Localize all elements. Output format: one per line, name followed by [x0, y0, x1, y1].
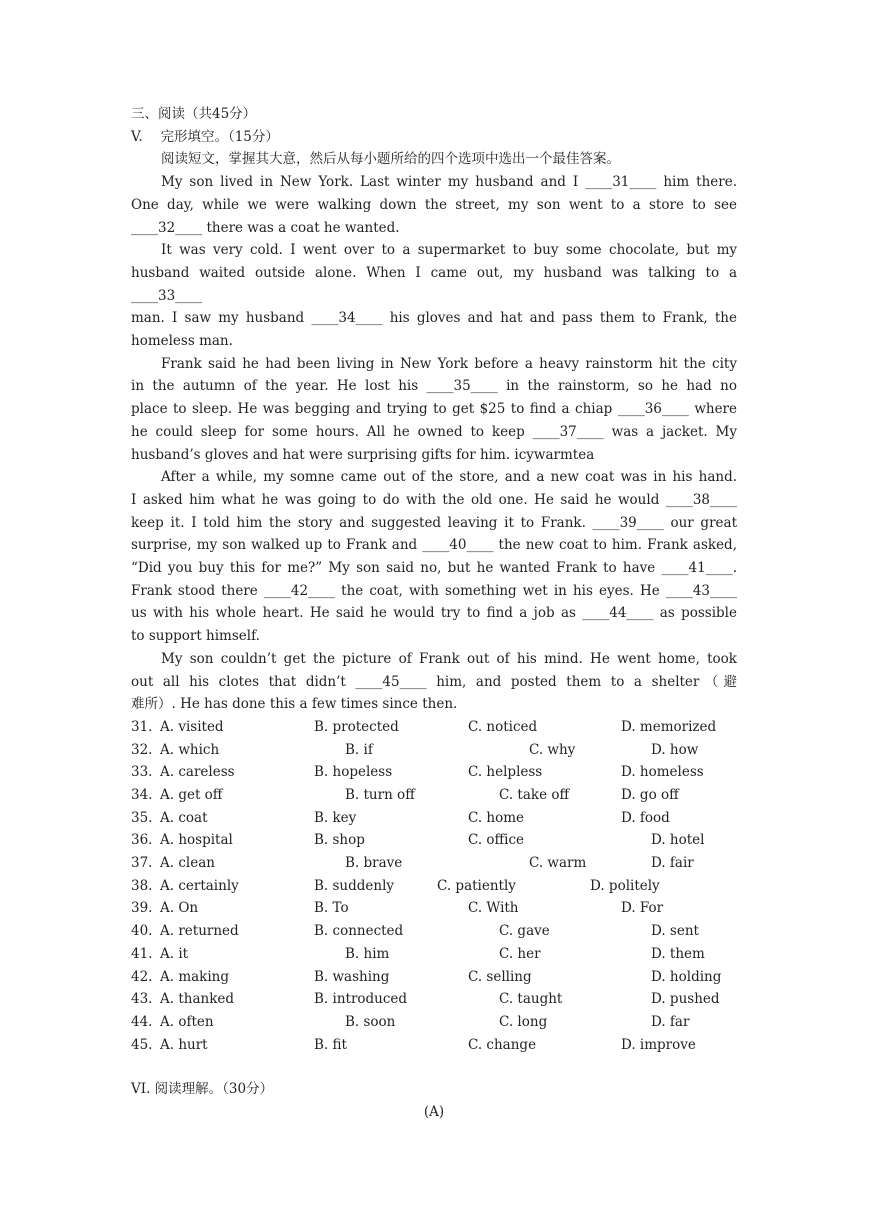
option-d: D. fair	[651, 855, 694, 872]
option-c: C. why	[529, 741, 576, 758]
part-v-heading: V. 完形填空。（15分）	[131, 128, 279, 145]
option-b: B. suddenly	[314, 877, 395, 894]
part-v-instruction: 阅读短文，掌握其大意，然后从每小题所给的四个选项中选出一个最佳答案。	[161, 151, 620, 168]
question-list	[131, 716, 737, 1056]
passage-line: ____32____ there was a coat he wanted.	[131, 219, 400, 236]
option-b: B. connected	[314, 923, 404, 940]
option-a: A. making	[160, 968, 230, 985]
question-row	[131, 852, 737, 875]
question-number: 33.	[131, 764, 153, 781]
passage-line: keep it. I told him the story and suggested leaving it to Frank. ____39____ our great	[131, 514, 737, 531]
passage-line: homeless man.	[131, 333, 233, 350]
passage-line: 难所）. He has done this a few times since then.	[131, 696, 458, 713]
option-d: D. how	[651, 741, 699, 758]
option-b: B. fit	[314, 1036, 347, 1053]
option-b: B. if	[345, 741, 373, 758]
question-row	[131, 716, 737, 739]
question-number: 42.	[131, 968, 153, 985]
question-row	[131, 829, 737, 852]
passage-line: After a while, my somne came out of the store, and a new coat was in his hand.	[161, 469, 737, 486]
option-c: C. change	[468, 1036, 537, 1053]
option-a: A. which	[160, 741, 220, 758]
passage-line: My son lived in New York. Last winter my husband and I ____31____ him there.	[161, 174, 737, 191]
passage-line: out all his clotes that didn’t ____45____ him, and posted them to a shelter（避	[131, 673, 737, 690]
option-b: B. soon	[345, 1013, 396, 1030]
option-c: C. office	[468, 832, 525, 849]
option-a: A. hurt	[160, 1036, 208, 1053]
option-c: C. noticed	[468, 718, 538, 735]
option-c: C. patiently	[437, 877, 516, 894]
question-number: 40.	[131, 923, 153, 940]
option-d: D. pushed	[651, 991, 720, 1008]
option-a: A. visited	[160, 718, 224, 735]
option-b: B. turn off	[345, 787, 415, 804]
passage-line: I asked him what he was going to do with the old one. He said he would ____38____	[131, 491, 737, 508]
question-row	[131, 739, 737, 762]
option-a: A. it	[160, 945, 189, 962]
passage-line: husband waited outside alone. When I came out, my husband was talking to a ____33____	[131, 264, 737, 304]
question-row	[131, 761, 737, 784]
option-b: B. him	[345, 945, 390, 962]
option-c: C. taught	[499, 991, 563, 1008]
passage-line: One day, while we were walking down the street, my son went to a store to see	[131, 196, 737, 213]
question-row	[131, 920, 737, 943]
option-b: B. protected	[314, 718, 399, 735]
option-c: C. her	[499, 945, 541, 962]
passage-line: us with his whole heart. He said he would try to find a job as ____44____ as possible	[131, 605, 737, 622]
passage-line: place to sleep. He was begging and trying to get $25 to find a chiap ____36____ where	[131, 401, 737, 418]
option-d: D. them	[651, 945, 705, 962]
option-d: D. sent	[651, 923, 699, 940]
part-vi-subheading: (A)	[423, 1104, 445, 1120]
option-b: B. To	[314, 900, 349, 917]
part-vi-heading: VI. 阅读理解。（30分）	[131, 1081, 274, 1098]
question-number: 43.	[131, 991, 153, 1008]
passage-line: Frank stood there ____42____ the coat, with something wet in his eyes. He ____43____	[131, 582, 737, 599]
passage-line: surprise, my son walked up to Frank and ____40____ the new coat to him. Frank asked,	[131, 537, 737, 554]
question-row	[131, 1034, 737, 1057]
option-c: C. take off	[499, 787, 570, 804]
question-number: 32.	[131, 741, 153, 758]
option-c: C. long	[499, 1013, 548, 1030]
option-b: B. brave	[345, 855, 403, 872]
question-number: 41.	[131, 945, 153, 962]
option-c: C. selling	[468, 968, 532, 985]
exam-page	[131, 103, 737, 1124]
section-title: 三、阅读（共45分）	[131, 106, 257, 122]
option-c: C. helpless	[468, 764, 543, 781]
option-d: D. food	[621, 809, 670, 826]
option-a: A. careless	[160, 764, 235, 781]
option-b: B. washing	[314, 968, 390, 985]
question-row	[131, 875, 737, 898]
question-number: 35.	[131, 809, 153, 826]
option-b: B. key	[314, 809, 357, 826]
option-c: C. With	[468, 900, 519, 917]
option-a: A. returned	[160, 923, 239, 940]
passage-line: he could sleep for some hours. All he owned to keep ____37____ was a jacket. My	[131, 423, 737, 440]
question-row	[131, 988, 737, 1011]
passage-line: in the autumn of the year. He lost his ____35____ in the rainstorm, so he had no	[131, 378, 737, 395]
option-b: B. shop	[314, 832, 365, 849]
question-row	[131, 897, 737, 920]
question-row	[131, 966, 737, 989]
option-a: A. On	[160, 900, 199, 917]
question-number: 45.	[131, 1036, 153, 1053]
passage-line: to support himself.	[131, 628, 260, 645]
option-d: D. far	[651, 1013, 690, 1030]
passage-line: My son couldn’t get the picture of Frank out of his mind. He went home, took	[161, 650, 737, 667]
option-d: D. go off	[621, 787, 679, 804]
option-c: C. warm	[529, 855, 587, 872]
question-number: 44.	[131, 1013, 153, 1030]
question-number: 37.	[131, 855, 153, 872]
question-row	[131, 1011, 737, 1034]
question-row	[131, 784, 737, 807]
question-row	[131, 807, 737, 830]
question-number: 34.	[131, 787, 153, 804]
option-b: B. hopeless	[314, 764, 393, 781]
option-d: D. improve	[621, 1036, 696, 1053]
option-a: A. get off	[160, 787, 223, 804]
question-number: 31.	[131, 718, 153, 735]
passage-line: man. I saw my husband ____34____ his gloves and hat and pass them to Frank, the	[131, 310, 737, 327]
option-c: C. home	[468, 809, 525, 826]
option-c: C. gave	[499, 923, 550, 940]
option-a: A. thanked	[160, 991, 235, 1008]
option-d: D. For	[621, 900, 664, 917]
option-d: D. hotel	[651, 832, 705, 849]
passage-line: It was very cold. I went over to a supermarket to buy some chocolate, but my	[161, 242, 737, 259]
option-a: A. clean	[160, 855, 215, 872]
option-a: A. coat	[160, 809, 208, 826]
passage-line: husband’s gloves and hat were surprising gifts for him. icywarmtea	[131, 446, 595, 463]
question-number: 36.	[131, 832, 153, 849]
option-a: A. often	[160, 1013, 214, 1030]
question-number: 39.	[131, 900, 153, 917]
option-d: D. holding	[651, 968, 722, 985]
passage-line: Frank said he had been living in New York before a heavy rainstorm hit the city	[161, 355, 737, 372]
option-d: D. politely	[590, 877, 660, 894]
option-b: B. introduced	[314, 991, 408, 1008]
question-row	[131, 943, 737, 966]
option-a: A. certainly	[160, 877, 239, 894]
option-d: D. memorized	[621, 718, 717, 735]
option-d: D. homeless	[621, 764, 704, 781]
question-number: 38.	[131, 877, 153, 894]
passage-line: “Did you buy this for me?” My son said no, but he wanted Frank to have ____41____.	[131, 560, 737, 577]
option-a: A. hospital	[160, 832, 233, 849]
passage	[131, 171, 737, 716]
